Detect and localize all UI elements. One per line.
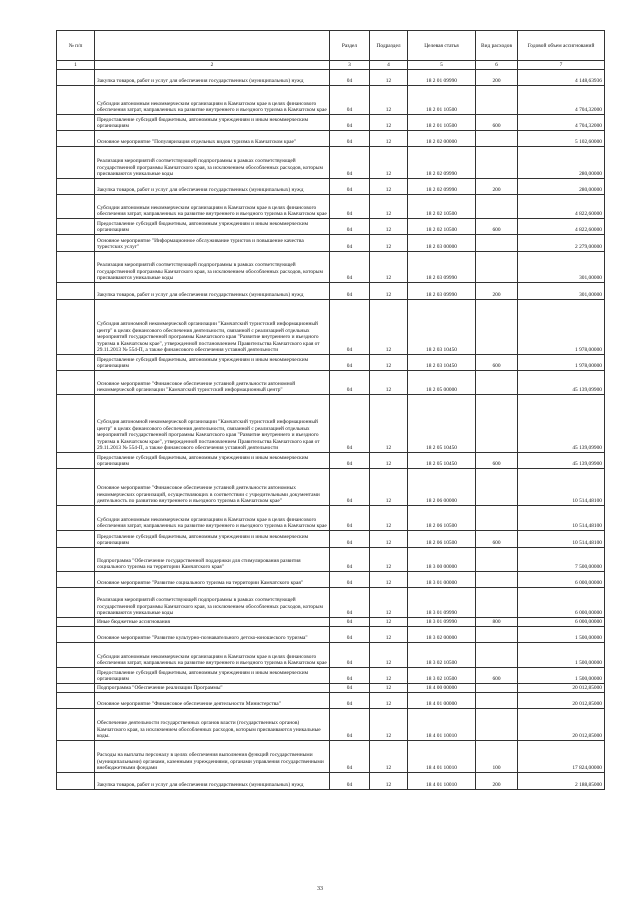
row-number-cell xyxy=(57,251,95,282)
row-podrazdel-cell: 12 xyxy=(370,530,408,547)
table-row xyxy=(57,354,605,370)
row-name-cell: Субсидия автономной некоммерческой организации "Камчатский туристский информационный центр" в целях финансового обеспечения деятельности, связанной с реализацией отдельных мероприятий государственной программы Камчатского края "Развитие внутреннего и въездного туризма в Камчатском крае", утвержденной постановлением Правительства Камчатского края от 29.11.2013 № 554-П, а также финансового обеспечения уставной деятельности xyxy=(95,299,330,354)
row-amount-cell: 1 500,00000 xyxy=(518,642,605,667)
row-number-cell xyxy=(57,772,95,789)
table-row xyxy=(57,587,605,617)
row-vid-cell xyxy=(476,642,518,667)
row-statya-cell: 18 2 02 10500 xyxy=(408,218,476,234)
row-podrazdel-cell: 12 xyxy=(370,587,408,617)
row-razdel-cell: 04 xyxy=(330,530,370,547)
row-razdel-cell: 04 xyxy=(330,626,370,642)
row-amount-cell: 4 822,60000 xyxy=(518,218,605,234)
row-podrazdel-cell: 12 xyxy=(370,282,408,299)
row-vid-cell xyxy=(476,683,518,692)
row-name-cell: Субсидии автономным некоммерческим организациям в Камчатском крае в целях финансового обеспечения затрат, направленных на развитие внутреннего и въездного туризма в Камчатском крае xyxy=(95,505,330,530)
row-number-cell xyxy=(57,626,95,642)
table-row xyxy=(57,530,605,547)
row-razdel-cell: 04 xyxy=(330,547,370,571)
row-name-cell: Предоставление субсидий бюджетным, автономным учреждениям и иным некоммерческим организациям xyxy=(95,452,330,468)
row-podrazdel-cell: 12 xyxy=(370,667,408,683)
row-amount-cell: 10 514,48100 xyxy=(518,505,605,530)
row-name-cell: Основное мероприятие "Развитие социального туризма на территории Камчатского края" xyxy=(95,571,330,587)
row-number-cell xyxy=(57,354,95,370)
row-vid-cell: 600 xyxy=(476,354,518,370)
row-razdel-cell: 04 xyxy=(330,642,370,667)
row-podrazdel-cell: 12 xyxy=(370,642,408,667)
row-podrazdel-cell: 12 xyxy=(370,683,408,692)
row-podrazdel-cell: 12 xyxy=(370,85,408,114)
row-vid-cell: 600 xyxy=(476,114,518,130)
row-razdel-cell: 04 xyxy=(330,468,370,505)
table-row xyxy=(57,617,605,626)
row-podrazdel-cell: 12 xyxy=(370,194,408,218)
row-vid-cell: 200 xyxy=(476,772,518,789)
row-vid-cell xyxy=(476,505,518,530)
row-razdel-cell: 04 xyxy=(330,194,370,218)
row-amount-cell: 280,00000 xyxy=(518,178,605,194)
row-number-cell xyxy=(57,282,95,299)
table-row xyxy=(57,178,605,194)
table-row xyxy=(57,642,605,667)
row-name-cell: Предоставление субсидий бюджетным, автономным учреждениям и иным некоммерческим организациям xyxy=(95,218,330,234)
table-row xyxy=(57,234,605,251)
row-podrazdel-cell: 12 xyxy=(370,251,408,282)
row-name-cell: Иные бюджетные ассигнования xyxy=(95,617,330,626)
row-razdel-cell: 04 xyxy=(330,69,370,85)
row-number-cell xyxy=(57,178,95,194)
row-statya-cell: 18 2 02 00000 xyxy=(408,130,476,146)
row-number-cell xyxy=(57,571,95,587)
row-statya-cell: 18 2 05 00000 xyxy=(408,370,476,394)
table-row xyxy=(57,394,605,452)
table-row xyxy=(57,85,605,114)
table-row xyxy=(57,505,605,530)
header-amount: Годовой объем ассигнований xyxy=(518,31,605,61)
table-body xyxy=(57,69,605,789)
row-name-cell: Субсидия автономной некоммерческой организации "Камчатский туристский информационный центр" в целях финансового обеспечения деятельности, связанной с реализацией отдельных мероприятий государственной программы Камчатского края "Развитие внутреннего и въездного туризма в Камчатском крае", утвержденной постановлением Правительства Камчатского края от 29.11.2013 № 554-П, а также финансового обеспечения уставной деятельности xyxy=(95,394,330,452)
row-name-cell: Подпрограмма "Обеспечение государственной поддержки для стимулирования развития социального туризма на территории Камчатского края" xyxy=(95,547,330,571)
row-podrazdel-cell: 12 xyxy=(370,708,408,740)
row-razdel-cell: 04 xyxy=(330,146,370,178)
row-number-cell xyxy=(57,114,95,130)
row-amount-cell: 20 012,85000 xyxy=(518,692,605,708)
row-razdel-cell: 04 xyxy=(330,234,370,251)
row-podrazdel-cell: 12 xyxy=(370,547,408,571)
row-number-cell xyxy=(57,69,95,85)
row-razdel-cell: 04 xyxy=(330,251,370,282)
row-name-cell: Основное мероприятие "Финансовое обеспечение деятельности Министерства" xyxy=(95,692,330,708)
row-podrazdel-cell: 12 xyxy=(370,178,408,194)
row-vid-cell xyxy=(476,234,518,251)
row-podrazdel-cell: 12 xyxy=(370,452,408,468)
row-amount-cell: 4 822,60000 xyxy=(518,194,605,218)
row-razdel-cell: 04 xyxy=(330,772,370,789)
table-row xyxy=(57,69,605,85)
row-name-cell: Субсидии автономным некоммерческим организациям в Камчатском крае в целях финансового обеспечения затрат, направленных на развитие внутреннего и въездного туризма в Камчатском крае xyxy=(95,85,330,114)
row-razdel-cell: 04 xyxy=(330,452,370,468)
row-name-cell: Субсидии автономным некоммерческим организациям в Камчатском крае в целях финансового обеспечения затрат, направленных на развитие внутреннего и въездного туризма в Камчатском крае xyxy=(95,642,330,667)
table-row xyxy=(57,468,605,505)
row-razdel-cell: 04 xyxy=(330,299,370,354)
table-row xyxy=(57,683,605,692)
row-name-cell: Субсидии автономным некоммерческим организациям в Камчатском крае в целях финансового обеспечения затрат, направленных на развитие внутреннего и въездного туризма в Камчатском крае xyxy=(95,194,330,218)
row-statya-cell: 18 2 03 09990 xyxy=(408,282,476,299)
row-name-cell: Основное мероприятие "Информационное обслуживание туристов и повышение качества туристских услуг" xyxy=(95,234,330,251)
row-number-cell xyxy=(57,708,95,740)
row-number-cell xyxy=(57,547,95,571)
row-podrazdel-cell: 12 xyxy=(370,69,408,85)
header-vid: Вид расходов xyxy=(476,31,518,61)
row-podrazdel-cell: 12 xyxy=(370,772,408,789)
budget-table xyxy=(56,30,605,790)
row-razdel-cell: 04 xyxy=(330,617,370,626)
row-name-cell: Расходы на выплаты персоналу в целях обеспечения выполнения функций государственными (муниципальными) органами, казенными учреждениями, органами управления государственными внебюджетными фондами xyxy=(95,740,330,772)
row-vid-cell xyxy=(476,708,518,740)
row-name-cell: Закупка товаров, работ и услуг для обеспечения государственных (муниципальных) нужд xyxy=(95,69,330,85)
row-amount-cell: 2 279,00000 xyxy=(518,234,605,251)
row-name-cell: Основное мероприятие "Развитие культурно-познавательного детско-юношеского туризма" xyxy=(95,626,330,642)
header-statya: Целевая статья xyxy=(408,31,476,61)
row-vid-cell xyxy=(476,571,518,587)
row-vid-cell: 200 xyxy=(476,69,518,85)
row-number-cell xyxy=(57,617,95,626)
row-statya-cell: 18 4 01 10010 xyxy=(408,740,476,772)
row-name-cell: Обеспечение деятельности государственных органов власти (государственных органов) Камчатского края, за исключением обособленных расходов, которым присваиваются уникальные коды. xyxy=(95,708,330,740)
row-number-cell xyxy=(57,667,95,683)
row-podrazdel-cell: 12 xyxy=(370,354,408,370)
row-podrazdel-cell: 12 xyxy=(370,370,408,394)
table-row xyxy=(57,114,605,130)
row-statya-cell: 18 2 01 10500 xyxy=(408,85,476,114)
row-amount-cell: 1 500,00000 xyxy=(518,626,605,642)
column-numbering-row xyxy=(57,61,605,70)
row-name-cell: Предоставление субсидий бюджетным, автономным учреждениям и иным некоммерческим организациям xyxy=(95,530,330,547)
row-podrazdel-cell: 12 xyxy=(370,740,408,772)
row-statya-cell: 18 2 01 10500 xyxy=(408,114,476,130)
row-podrazdel-cell: 12 xyxy=(370,218,408,234)
row-amount-cell: 1 978,00000 xyxy=(518,354,605,370)
row-statya-cell: 18 3 00 00000 xyxy=(408,547,476,571)
row-vid-cell xyxy=(476,692,518,708)
table-row xyxy=(57,146,605,178)
row-vid-cell: 800 xyxy=(476,617,518,626)
row-amount-cell: 5 102,60000 xyxy=(518,130,605,146)
row-razdel-cell: 04 xyxy=(330,708,370,740)
row-razdel-cell: 04 xyxy=(330,505,370,530)
row-vid-cell xyxy=(476,394,518,452)
table-row xyxy=(57,626,605,642)
row-amount-cell: 4 704,32000 xyxy=(518,85,605,114)
row-razdel-cell: 04 xyxy=(330,740,370,772)
table-row xyxy=(57,740,605,772)
row-statya-cell: 18 2 03 10450 xyxy=(408,354,476,370)
row-vid-cell xyxy=(476,85,518,114)
row-amount-cell: 20 012,85000 xyxy=(518,708,605,740)
row-vid-cell xyxy=(476,468,518,505)
row-name-cell: Закупка товаров, работ и услуг для обеспечения государственных (муниципальных) нужд xyxy=(95,772,330,789)
row-vid-cell xyxy=(476,251,518,282)
column-number: 2 xyxy=(95,61,330,70)
row-razdel-cell: 04 xyxy=(330,667,370,683)
row-amount-cell: 6 000,00000 xyxy=(518,571,605,587)
row-name-cell: Реализация мероприятий соответствующей подпрограммы в рамках соответствующей государственной программы Камчатского края, за исключением обособленных расходов, которым присваиваются уникальные коды xyxy=(95,146,330,178)
row-podrazdel-cell: 12 xyxy=(370,394,408,452)
row-amount-cell: 20 012,85000 xyxy=(518,683,605,692)
row-vid-cell: 200 xyxy=(476,178,518,194)
row-razdel-cell: 04 xyxy=(330,587,370,617)
table-row xyxy=(57,772,605,789)
row-vid-cell xyxy=(476,146,518,178)
row-number-cell xyxy=(57,740,95,772)
row-razdel-cell: 04 xyxy=(330,114,370,130)
row-vid-cell: 100 xyxy=(476,740,518,772)
row-amount-cell: 2 188,85000 xyxy=(518,772,605,789)
table-row xyxy=(57,282,605,299)
row-amount-cell: 45 139,09900 xyxy=(518,394,605,452)
table-row xyxy=(57,370,605,394)
row-amount-cell: 17 824,00000 xyxy=(518,740,605,772)
row-vid-cell: 600 xyxy=(476,530,518,547)
row-statya-cell: 18 2 01 09990 xyxy=(408,69,476,85)
row-statya-cell: 18 2 03 09990 xyxy=(408,251,476,282)
row-statya-cell: 18 3 02 10500 xyxy=(408,642,476,667)
row-amount-cell: 10 514,48100 xyxy=(518,530,605,547)
row-razdel-cell: 04 xyxy=(330,85,370,114)
row-razdel-cell: 04 xyxy=(330,571,370,587)
row-number-cell xyxy=(57,530,95,547)
row-number-cell xyxy=(57,642,95,667)
row-amount-cell: 1 500,00000 xyxy=(518,667,605,683)
row-statya-cell: 18 2 02 10500 xyxy=(408,194,476,218)
row-podrazdel-cell: 12 xyxy=(370,234,408,251)
table-row xyxy=(57,130,605,146)
row-amount-cell: 6 000,00000 xyxy=(518,617,605,626)
header-razdel: Раздел xyxy=(330,31,370,61)
table-row xyxy=(57,218,605,234)
row-amount-cell: 45 139,09900 xyxy=(518,370,605,394)
row-podrazdel-cell: 12 xyxy=(370,114,408,130)
row-razdel-cell: 04 xyxy=(330,282,370,299)
row-statya-cell: 18 4 01 00000 xyxy=(408,692,476,708)
row-razdel-cell: 04 xyxy=(330,394,370,452)
row-vid-cell: 600 xyxy=(476,452,518,468)
row-vid-cell: 600 xyxy=(476,218,518,234)
row-number-cell xyxy=(57,505,95,530)
table-row xyxy=(57,667,605,683)
row-vid-cell xyxy=(476,587,518,617)
row-name-cell: Основное мероприятие "Финансовое обеспечение уставной деятельности автономных некоммерческих организаций, осуществляющих в соответствии с учредительными документами деятельность по развитию внутреннего и въездного туризма в Камчатском крае" xyxy=(95,468,330,505)
row-statya-cell: 18 2 06 00000 xyxy=(408,468,476,505)
row-name-cell: Основное мероприятие "Финансовое обеспечение уставной деятельности автономной некоммерческой организации "Камчатский туристский информационный центр" xyxy=(95,370,330,394)
row-podrazdel-cell: 12 xyxy=(370,130,408,146)
row-statya-cell: 18 3 01 09990 xyxy=(408,587,476,617)
row-statya-cell: 18 2 03 00000 xyxy=(408,234,476,251)
row-statya-cell: 18 3 01 09990 xyxy=(408,617,476,626)
row-razdel-cell: 04 xyxy=(330,683,370,692)
header-name xyxy=(95,31,330,61)
table-row xyxy=(57,692,605,708)
row-name-cell: Реализация мероприятий соответствующей подпрограммы в рамках соответствующей государственной программы Камчатского края, за исключением обособленных расходов, которым присваиваются уникальные коды xyxy=(95,587,330,617)
row-number-cell xyxy=(57,85,95,114)
row-vid-cell xyxy=(476,130,518,146)
row-razdel-cell: 04 xyxy=(330,218,370,234)
row-podrazdel-cell: 12 xyxy=(370,571,408,587)
row-vid-cell xyxy=(476,299,518,354)
row-number-cell xyxy=(57,234,95,251)
row-vid-cell xyxy=(476,194,518,218)
row-razdel-cell: 04 xyxy=(330,130,370,146)
row-statya-cell: 18 4 00 00000 xyxy=(408,683,476,692)
row-amount-cell: 7 500,00000 xyxy=(518,547,605,571)
row-vid-cell xyxy=(476,547,518,571)
row-name-cell: Подпрограмма "Обеспечение реализации Программы" xyxy=(95,683,330,692)
row-name-cell: Предоставление субсидий бюджетным, автономным учреждениям и иным некоммерческим организациям xyxy=(95,114,330,130)
column-number: 5 xyxy=(408,61,476,70)
row-statya-cell: 18 2 06 10500 xyxy=(408,530,476,547)
row-amount-cell: 301,00000 xyxy=(518,251,605,282)
row-vid-cell: 600 xyxy=(476,667,518,683)
table-row xyxy=(57,194,605,218)
row-number-cell xyxy=(57,146,95,178)
row-number-cell xyxy=(57,394,95,452)
row-amount-cell: 4 704,32000 xyxy=(518,114,605,130)
row-statya-cell: 18 2 02 09990 xyxy=(408,178,476,194)
column-number: 4 xyxy=(370,61,408,70)
row-statya-cell: 18 2 02 09990 xyxy=(408,146,476,178)
row-amount-cell: 1 978,00000 xyxy=(518,299,605,354)
row-name-cell: Закупка товаров, работ и услуг для обеспечения государственных (муниципальных) нужд xyxy=(95,178,330,194)
row-podrazdel-cell: 12 xyxy=(370,468,408,505)
row-amount-cell: 4 148,63936 xyxy=(518,69,605,85)
row-podrazdel-cell: 12 xyxy=(370,692,408,708)
row-number-cell xyxy=(57,218,95,234)
row-amount-cell: 280,00000 xyxy=(518,146,605,178)
row-podrazdel-cell: 12 xyxy=(370,146,408,178)
table-row xyxy=(57,251,605,282)
row-name-cell: Предоставление субсидий бюджетным, автономным учреждениям и иным некоммерческим организациям xyxy=(95,667,330,683)
table-row xyxy=(57,571,605,587)
row-statya-cell: 18 3 02 00000 xyxy=(408,626,476,642)
column-number: 3 xyxy=(330,61,370,70)
column-number: 7 xyxy=(518,61,605,70)
header-podrazdel: Подраздел xyxy=(370,31,408,61)
row-number-cell xyxy=(57,692,95,708)
row-statya-cell: 18 2 06 10500 xyxy=(408,505,476,530)
row-statya-cell: 18 3 02 10500 xyxy=(408,667,476,683)
row-razdel-cell: 04 xyxy=(330,692,370,708)
row-podrazdel-cell: 12 xyxy=(370,505,408,530)
table-row xyxy=(57,299,605,354)
column-number: 1 xyxy=(57,61,95,70)
row-statya-cell: 18 2 05 10450 xyxy=(408,394,476,452)
table-row xyxy=(57,708,605,740)
row-number-cell xyxy=(57,468,95,505)
table-header-row xyxy=(57,31,605,61)
row-amount-cell: 45 139,09900 xyxy=(518,452,605,468)
row-number-cell xyxy=(57,299,95,354)
row-name-cell: Закупка товаров, работ и услуг для обеспечения государственных (муниципальных) нужд xyxy=(95,282,330,299)
row-razdel-cell: 04 xyxy=(330,354,370,370)
row-number-cell xyxy=(57,452,95,468)
row-amount-cell: 10 514,48100 xyxy=(518,468,605,505)
row-podrazdel-cell: 12 xyxy=(370,299,408,354)
row-razdel-cell: 04 xyxy=(330,178,370,194)
table-row xyxy=(57,452,605,468)
row-statya-cell: 18 4 01 10010 xyxy=(408,772,476,789)
row-name-cell: Реализация мероприятий соответствующей подпрограммы в рамках соответствующей государственной программы Камчатского края, за исключением обособленных расходов, которым присваиваются уникальные коды xyxy=(95,251,330,282)
row-vid-cell xyxy=(476,370,518,394)
row-razdel-cell: 04 xyxy=(330,370,370,394)
row-number-cell xyxy=(57,194,95,218)
row-statya-cell: 18 2 05 10450 xyxy=(408,452,476,468)
column-number: 6 xyxy=(476,61,518,70)
row-statya-cell: 18 2 03 10450 xyxy=(408,299,476,354)
row-statya-cell: 18 4 01 10010 xyxy=(408,708,476,740)
table-row xyxy=(57,547,605,571)
header-number: № п/п xyxy=(57,31,95,61)
row-podrazdel-cell: 12 xyxy=(370,626,408,642)
page-number: 33 xyxy=(317,886,323,892)
row-name-cell: Основное мероприятие "Популяризация отдельных видов туризма в Камчатском крае" xyxy=(95,130,330,146)
row-statya-cell: 18 3 01 00000 xyxy=(408,571,476,587)
row-number-cell xyxy=(57,587,95,617)
document-page xyxy=(56,30,604,790)
row-amount-cell: 301,00000 xyxy=(518,282,605,299)
row-number-cell xyxy=(57,683,95,692)
row-vid-cell: 200 xyxy=(476,282,518,299)
row-vid-cell xyxy=(476,626,518,642)
row-number-cell xyxy=(57,370,95,394)
row-name-cell: Предоставление субсидий бюджетным, автономным учреждениям и иным некоммерческим организациям xyxy=(95,354,330,370)
row-podrazdel-cell: 12 xyxy=(370,617,408,626)
row-amount-cell: 6 000,00000 xyxy=(518,587,605,617)
row-number-cell xyxy=(57,130,95,146)
